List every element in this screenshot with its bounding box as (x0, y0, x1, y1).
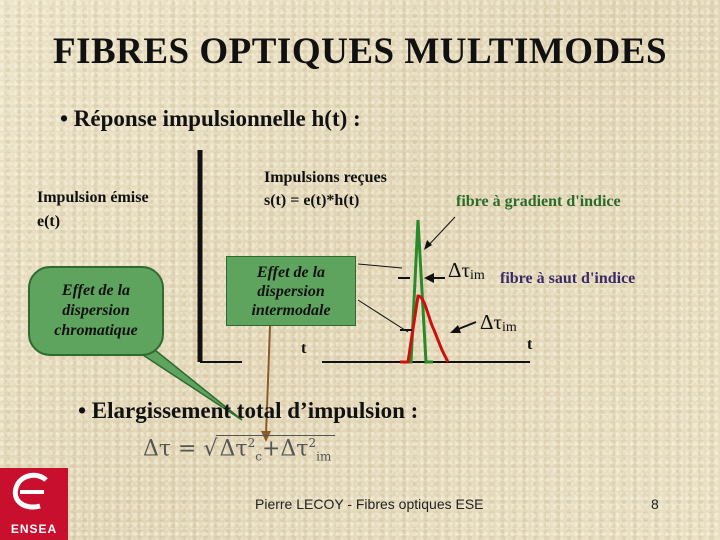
formula-total-broadening (143, 435, 335, 464)
callout-dispersion-intermodale (226, 256, 356, 326)
formula-term1-sup: 2 (247, 436, 256, 450)
delta-tau-sub-bottom: im (501, 320, 517, 335)
label-fibre-saut: fibre à saut d'indice (500, 270, 636, 287)
formula-term1-sub: c (255, 449, 262, 464)
footer-author: Pierre LECOY - Fibres optiques ESE (255, 496, 484, 512)
page-number: 8 (651, 496, 659, 512)
callout-chrom-line2: dispersion (62, 302, 130, 319)
gradient-callout-arrowhead (424, 240, 432, 250)
formula-plus: + (261, 436, 281, 462)
gradient-index-pulse (403, 220, 433, 362)
callout-line-inter-2 (358, 300, 408, 332)
formula-radicand (216, 435, 336, 464)
callout-chrom-line1: Effet de la (61, 282, 131, 299)
callout-line-inter-1 (358, 264, 402, 268)
callout-dispersion-chromatique (28, 266, 164, 356)
delta-tau-sub-top: im (469, 268, 485, 283)
delta-tau-symbol-bottom: Δτ (480, 310, 502, 334)
ensea-logo (0, 468, 68, 540)
time-axis-label-2: t (527, 336, 533, 353)
ensea-emblem-icon (0, 468, 68, 518)
callout-inter-line2: dispersion (257, 282, 325, 300)
time-axis-label-1: t (301, 340, 307, 357)
label-recues-line2: s(t) = e(t)*h(t) (264, 192, 360, 209)
delta-tau-im-top (448, 258, 485, 283)
formula-term2-sub: im (316, 449, 332, 464)
delta-tau-symbol-top: Δτ (448, 258, 470, 282)
bullet-total-broadening: • Elargissement total d’impulsion : (78, 398, 419, 423)
formula-lhs: Δτ = (143, 436, 197, 462)
delta-arrowhead-top (424, 273, 434, 283)
sqrt-icon: √ (203, 436, 218, 462)
callout-chrom-line3: chromatique (54, 322, 138, 339)
label-impulsion-emise-line2: e(t) (37, 213, 61, 230)
label-fibre-gradient: fibre à gradient d'indice (456, 193, 621, 210)
formula-term2: Δτ (280, 436, 309, 462)
ensea-logo-text: ENSEA (10, 522, 58, 536)
delta-tau-im-bottom (480, 310, 517, 335)
bullet-impulse-response: • Réponse impulsionnelle h(t) : (60, 106, 361, 131)
label-impulsion-emise-line1: Impulsion émise (37, 189, 149, 206)
formula-term2-sup: 2 (308, 436, 317, 450)
slide-title: FIBRES OPTIQUES MULTIMODES (52, 31, 668, 72)
callout-inter-line1: Effet de la (256, 263, 326, 281)
delta-arrowhead-bottom (450, 325, 461, 333)
label-recues-line1: Impulsions reçues (264, 169, 387, 186)
formula-term1: Δτ (219, 436, 248, 462)
callout-inter-line3: intermodale (251, 301, 331, 319)
